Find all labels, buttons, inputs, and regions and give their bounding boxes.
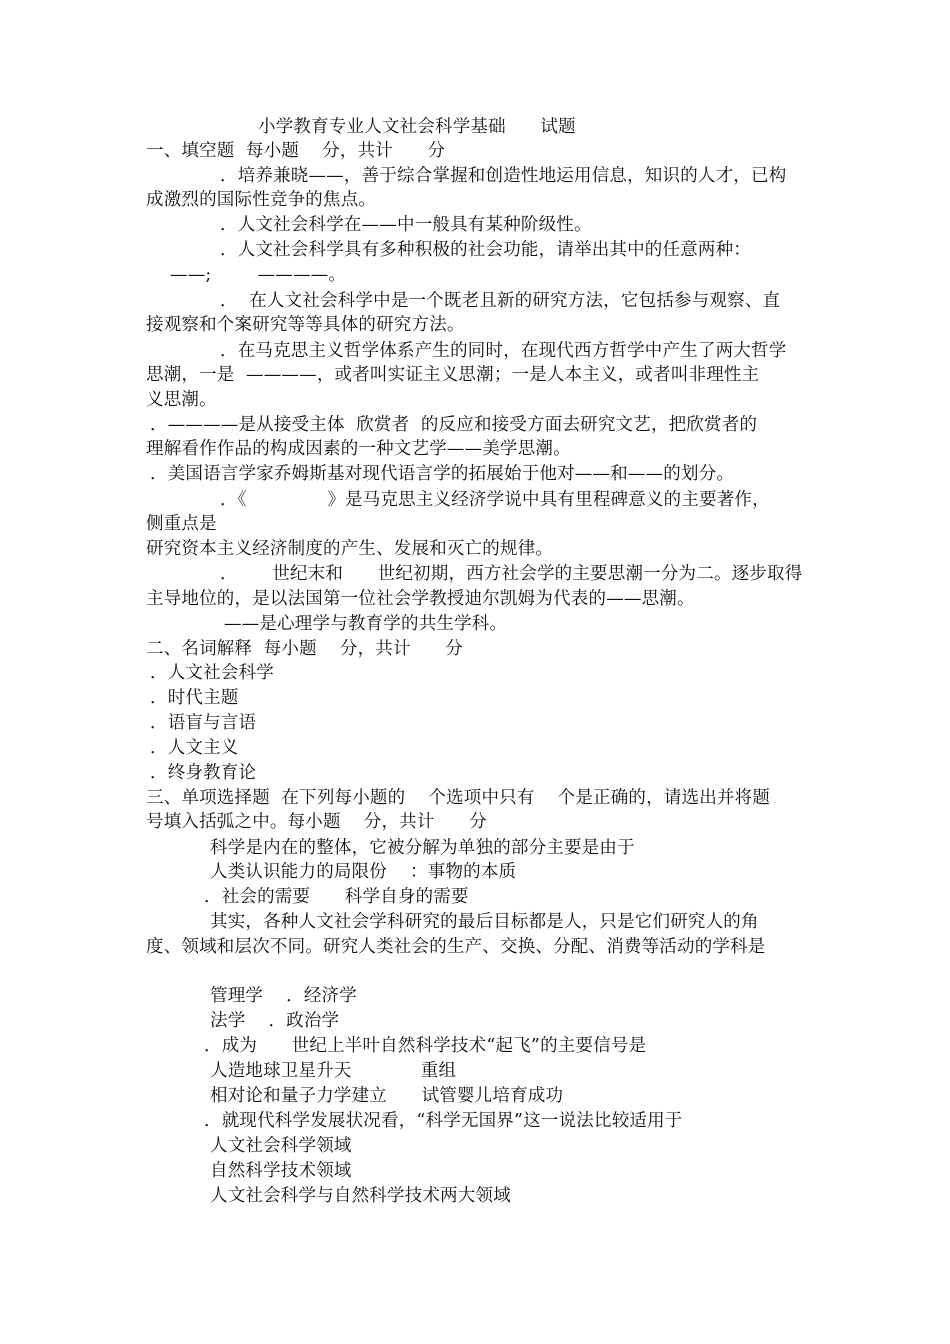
s3-line-5: 度、领域和层次不同。研究人类社会的生产、交换、分配、消费等活动的学科是 — [146, 937, 766, 957]
s1-line-1: ．培养兼晓——，善于综合掌握和创造性地运用信息，知识的人才，已构 — [220, 166, 787, 186]
section-3-header-2: 号填入括弧之中。每小题 分，共计 分 — [146, 812, 487, 832]
s2-item-3: ．语盲与言语 — [150, 713, 257, 733]
section-1-header: 一、填空题 每小题 分，共计 分 — [146, 141, 446, 161]
s3-line-13: 自然科学技术领域 — [210, 1161, 352, 1181]
s3-line-1: 科学是内在的整体，它被分解为单独的部分主要是由于 — [210, 838, 635, 858]
s3-line-6: 管理学 ．经济学 — [210, 986, 357, 1006]
s2-item-1: ．人文社会科学 — [150, 663, 274, 683]
s1-line-2: 成激烈的国际性竞争的焦点。 — [146, 190, 377, 210]
s1-line-15: 侧重点是 — [146, 514, 217, 534]
s1-line-18: 主导地位的，是以法国第一位社会学教授迪尔凯姆为代表的——思潮。 — [146, 589, 695, 609]
s3-line-8: ．成为 世纪上半叶自然科学技术“起飞”的主要信号是 — [204, 1036, 647, 1056]
s1-line-9: 思潮，一是 ————，或者叫实证主义思潮；一是人本主义，或者叫非理性主 — [146, 365, 760, 385]
s1-line-4: ．人文社会科学具有多种积极的社会功能，请举出其中的任意两种： — [220, 240, 751, 260]
s3-line-10: 相对论和量子力学建立 试管婴儿培育成功 — [210, 1086, 564, 1106]
s1-line-12: 理解看作作品的构成因素的一种文艺学——美学思潮。 — [146, 439, 571, 459]
s1-line-16: 研究资本主义经济制度的产生、发展和灭亡的规律。 — [146, 539, 554, 559]
s1-line-8: ．在马克思主义哲学体系产生的同时，在现代西方哲学中产生了两大哲学 — [220, 341, 787, 361]
s1-line-10: 义思潮。 — [146, 390, 217, 410]
s1-line-19: ——是心理学与教育学的共生学科。 — [224, 614, 508, 634]
s1-line-11: ．————是从接受主体 欣赏者 的反应和接受方面去研究文艺，把欣赏者的 — [150, 415, 758, 435]
s3-line-3: ．社会的需要 科学自身的需要 — [204, 887, 469, 907]
s1-line-3: ．人文社会科学在——中一般具有某种阶级性。 — [220, 215, 592, 235]
s1-line-5: ——; ————。 — [170, 265, 347, 285]
s1-line-7: 接观察和个案研究等等具体的研究方法。 — [146, 315, 465, 335]
s2-item-4: ．人文主义 — [150, 738, 239, 758]
s1-line-13: ．美国语言学家乔姆斯基对现代语言学的拓展始于他对——和——的划分。 — [150, 464, 735, 484]
s1-line-17: ． 世纪末和 世纪初期，西方社会学的主要思潮一分为二。逐步取得 — [220, 564, 803, 584]
s3-line-2: 人类认识能力的局限份 ：事物的本质 — [210, 862, 517, 882]
s3-line-4: 其实，各种人文社会学科研究的最后目标都是人，只是它们研究人的角 — [210, 912, 759, 932]
section-2-header: 二、名词解释 每小题 分，共计 分 — [146, 639, 463, 659]
s1-line-14: ．《 》是马克思主义经济学说中具有里程碑意义的主要著作， — [220, 490, 770, 510]
s2-item-5: ．终身教育论 — [150, 763, 257, 783]
s3-line-9: 人造地球卫星升天 重组 — [210, 1061, 457, 1081]
page-title: 小学教育专业人文社会科学基础 试题 — [258, 117, 576, 137]
section-3-header-1: 三、单项选择题 在下列每小题的 个选项中只有 个是正确的，请选出并将题 — [146, 788, 771, 808]
s3-line-12: 人文社会科学领域 — [210, 1136, 352, 1156]
s3-line-7: 法学 ．政治学 — [210, 1011, 340, 1031]
s2-item-2: ．时代主题 — [150, 688, 239, 708]
s3-line-14: 人文社会科学与自然科学技术两大领域 — [210, 1186, 511, 1206]
s1-line-6: ． 在人文社会科学中是一个既老且新的研究方法，它包括参与观察、直 — [220, 291, 781, 311]
s3-line-11: ．就现代科学发展状况看，“科学无国界”这一说法比较适用于 — [204, 1111, 683, 1131]
